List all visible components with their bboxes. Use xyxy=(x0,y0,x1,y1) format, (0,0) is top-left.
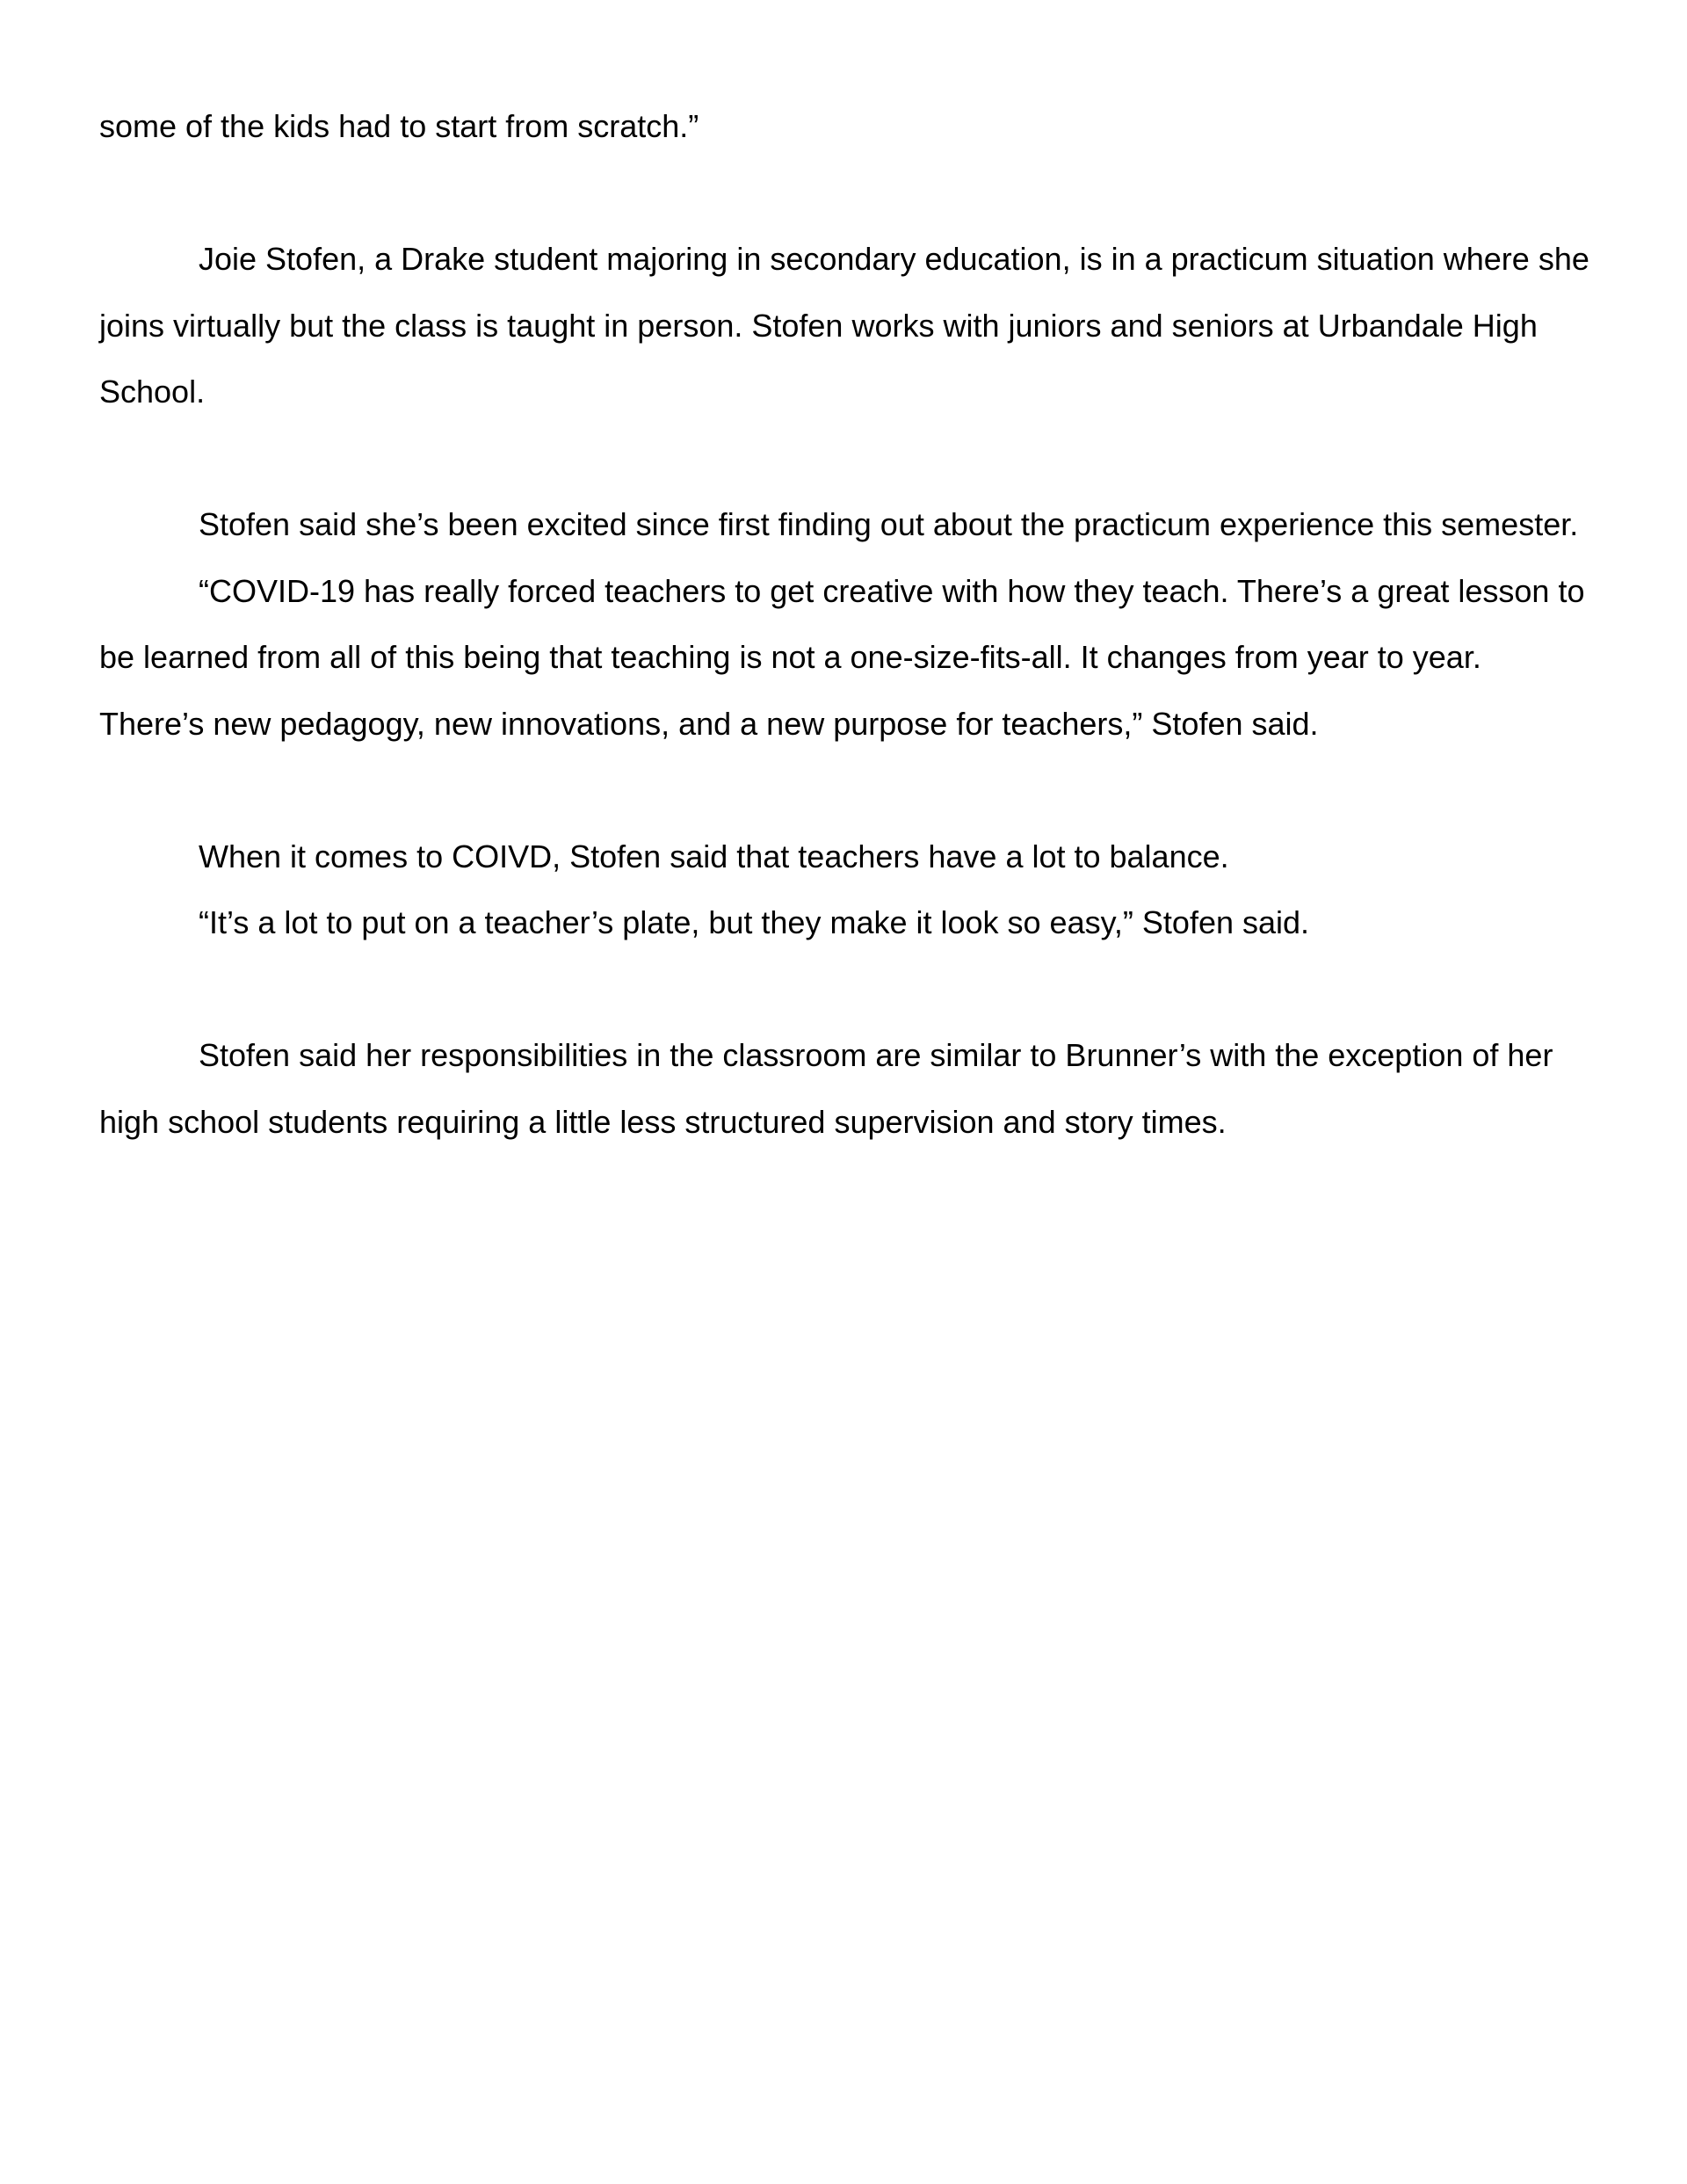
paragraph-responsibilities: Stofen said her responsibilities in the classroom are similar to Brunner’s with the exception of her high school students requiring a little less structured supervision and story times. xyxy=(99,1037,1553,1140)
paragraph-stofen-excited: Stofen said she’s been excited since first finding out about the practicum experience this semester. xyxy=(199,506,1579,542)
paragraph-balance: When it comes to COIVD, Stofen said that teachers have a lot to balance. xyxy=(199,838,1229,874)
paragraph-stofen-intro: Joie Stofen, a Drake student majoring in secondary education, is in a practicum situation where she joins virtually but the class is taught in person. Stofen works with juniors and seniors at Urbandale High School. xyxy=(99,241,1589,410)
document-body xyxy=(99,93,1593,1155)
paragraph-plate-quote: “It’s a lot to put on a teacher’s plate, but they make it look so easy,” Stofen said. xyxy=(199,904,1310,940)
paragraph-continuation: some of the kids had to start from scratch.” xyxy=(99,108,699,144)
paragraph-covid-quote: “COVID-19 has really forced teachers to get creative with how they teach. There’s a great lesson to be learned from all of this being that teaching is not a one-size-fits-all. It changes from year to year. There’s new pedagogy, new innovations, and a new purpose for teachers,” Stofen said. xyxy=(99,572,1585,742)
